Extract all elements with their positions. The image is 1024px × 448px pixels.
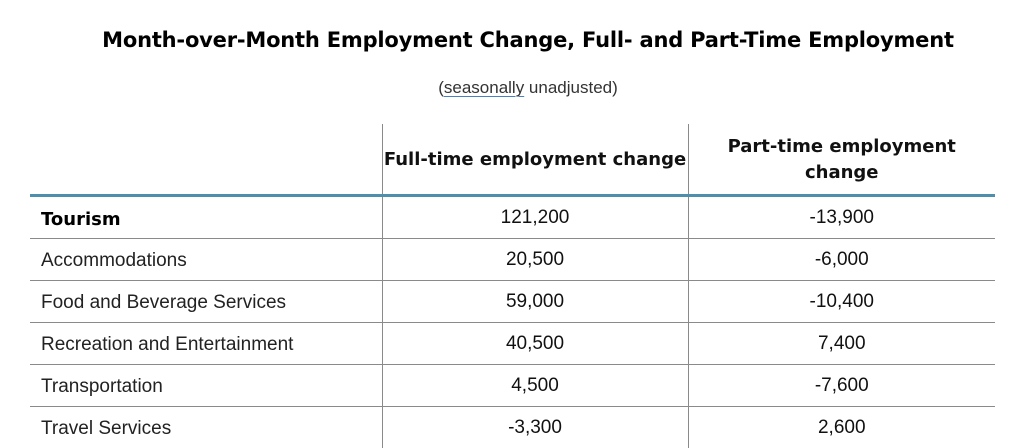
full-time-value: 4,500 — [382, 365, 688, 407]
header-full-time: Full-time employment change — [382, 124, 688, 196]
table-title: Month-over-Month Employment Change, Full- and Part-Time Employment — [0, 28, 1024, 52]
employment-change-table — [30, 124, 995, 448]
header-empty-cell — [30, 124, 382, 196]
part-time-value: -7,600 — [688, 365, 995, 407]
full-time-value: 20,500 — [382, 239, 688, 281]
full-time-value: 40,500 — [382, 323, 688, 365]
row-label: Accommodations — [30, 239, 382, 281]
header-row — [30, 124, 995, 196]
subtitle-spellcheck-word: seasonally — [444, 78, 524, 97]
full-time-value: -3,300 — [382, 407, 688, 448]
subtitle-open-paren: ( — [438, 78, 444, 97]
table-row-transportation — [30, 365, 995, 407]
row-label: Food and Beverage Services — [30, 281, 382, 323]
full-time-value: 59,000 — [382, 281, 688, 323]
table-row-recreation — [30, 323, 995, 365]
row-label: Transportation — [30, 365, 382, 407]
table-row-tourism — [30, 196, 995, 239]
table-row-accommodations — [30, 239, 995, 281]
header-part-time: Part-time employment change — [688, 124, 995, 196]
part-time-value: -13,900 — [688, 196, 995, 239]
part-time-value: 7,400 — [688, 323, 995, 365]
row-label: Recreation and Entertainment — [30, 323, 382, 365]
row-label: Tourism — [30, 196, 382, 239]
part-time-value: -6,000 — [688, 239, 995, 281]
table-row-food-beverage — [30, 281, 995, 323]
subtitle-rest: unadjusted) — [524, 78, 618, 97]
part-time-value: -10,400 — [688, 281, 995, 323]
part-time-value: 2,600 — [688, 407, 995, 448]
table-row-travel-services — [30, 407, 995, 448]
row-label: Travel Services — [30, 407, 382, 448]
table-subtitle — [0, 78, 1024, 98]
full-time-value: 121,200 — [382, 196, 688, 239]
